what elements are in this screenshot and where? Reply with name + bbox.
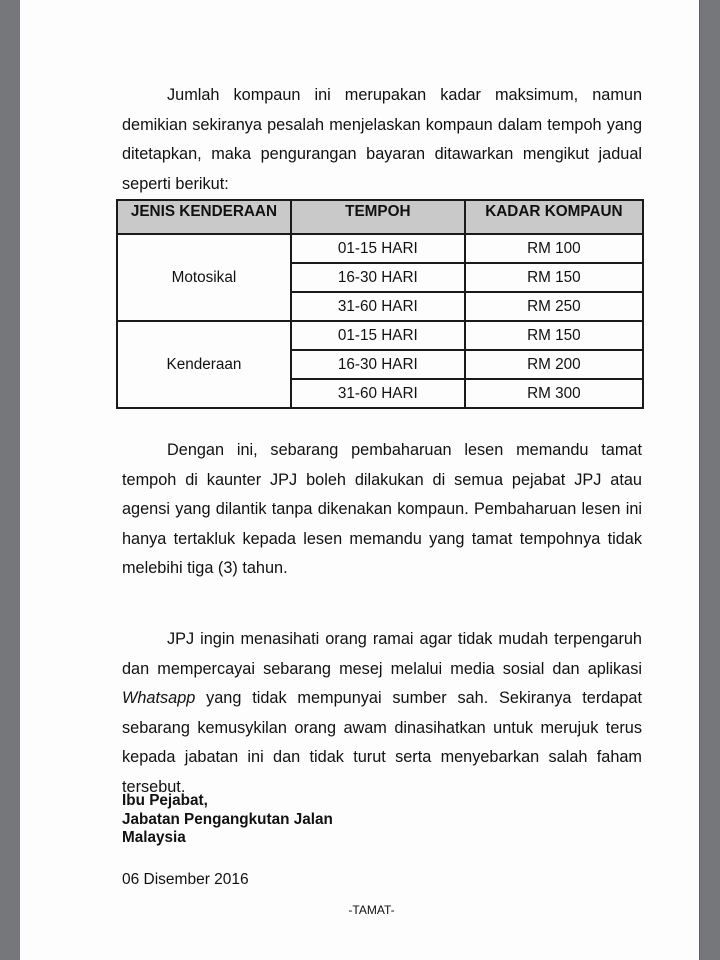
rate-cell: RM 200: [465, 350, 643, 379]
paragraph-3-text-before: JPJ ingin menasihati orang ramai agar tidak mudah terpengaruh dan mempercayai sebarang mesej melalui media sosial dan aplikasi: [122, 630, 642, 678]
table-row: [117, 234, 643, 263]
signature-line-1: Ibu Pejabat,: [122, 792, 208, 809]
rate-cell: RM 150: [465, 263, 643, 292]
signature-line-2: Jabatan Pengangkutan Jalan: [122, 810, 333, 828]
header-compound-rate: KADAR KOMPAUN: [465, 200, 643, 234]
period-cell: 01-15 HARI: [291, 321, 465, 350]
paragraph-3-text-after: yang tidak mempunyai sumber sah. Sekiranya terdapat sebarang kemusykilan orang awam dinasihatkan untuk merujuk terus kepada jabatan ini dan tidak turut serta menyebarkan salah faham tersebut.: [122, 689, 642, 796]
end-mark: -TAMAT-: [348, 903, 395, 917]
period-cell: 01-15 HARI: [291, 234, 465, 263]
signature-block: [122, 792, 333, 848]
compound-rate-table: [116, 199, 644, 409]
table-header-row: [117, 200, 643, 234]
header-period: TEMPOH: [291, 200, 465, 234]
period-cell: 16-30 HARI: [291, 263, 465, 292]
paragraph-1-text: Jumlah kompaun ini merupakan kadar maksimum, namun demikian sekiranya pesalah menjelaskan kompaun dalam tempoh yang ditetapkan, maka pengurangan bayaran ditawarkan mengikut jadual seperti berikut:: [122, 86, 642, 193]
paragraph-advisory: [122, 625, 642, 802]
rate-cell: RM 100: [465, 234, 643, 263]
document-page: [20, 0, 700, 960]
document-date: 06 Disember 2016: [122, 871, 249, 888]
paragraph-compound-reduction: [122, 81, 642, 199]
rate-cell: RM 150: [465, 321, 643, 350]
signature-line-3: Malaysia: [122, 829, 186, 846]
paragraph-license-renewal: [122, 436, 642, 584]
header-vehicle-type: JENIS KENDERAAN: [117, 200, 291, 234]
table-row: [117, 321, 643, 350]
period-cell: 16-30 HARI: [291, 350, 465, 379]
paragraph-3-whatsapp: Whatsapp: [122, 689, 196, 707]
period-cell: 31-60 HARI: [291, 292, 465, 321]
rate-cell: RM 300: [465, 379, 643, 408]
rate-cell: RM 250: [465, 292, 643, 321]
period-cell: 31-60 HARI: [291, 379, 465, 408]
vehicle-motosikal: Motosikal: [117, 234, 291, 321]
vehicle-kenderaan: Kenderaan: [117, 321, 291, 408]
paragraph-2-text: Dengan ini, sebarang pembaharuan lesen memandu tamat tempoh di kaunter JPJ boleh dilakukan di semua pejabat JPJ atau agensi yang dilantik tanpa dikenakan kompaun. Pembaharuan lesen ini hanya tertakluk kepada lesen memandu yang tamat tempohnya tidak melebihi tiga (3) tahun.: [122, 441, 642, 577]
